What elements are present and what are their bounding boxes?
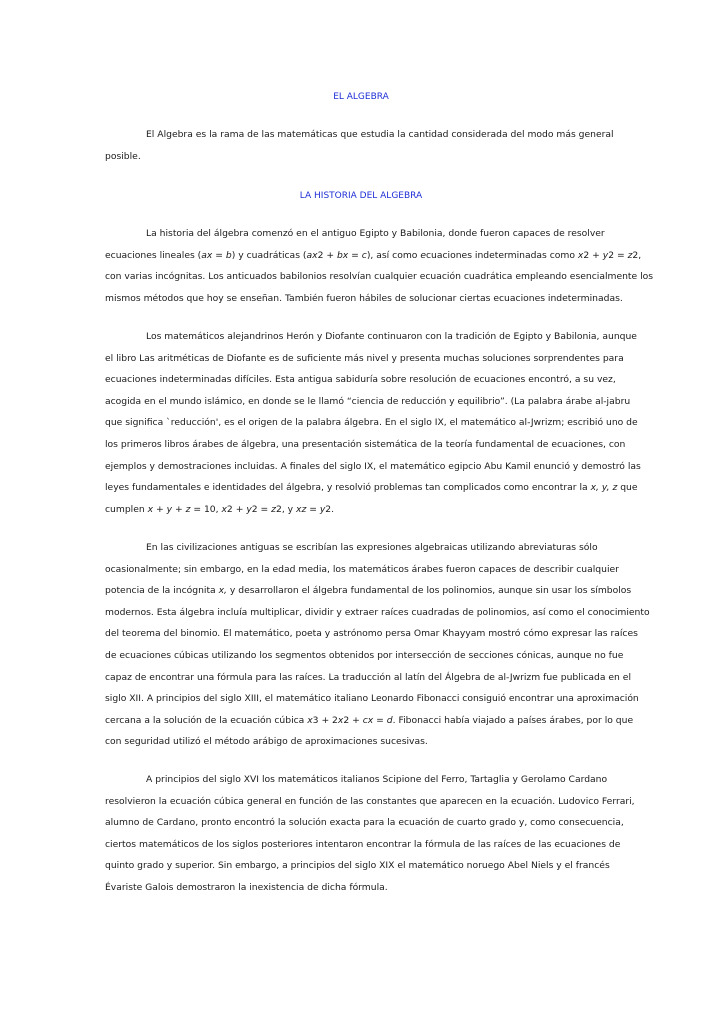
text-run: = xyxy=(348,249,362,261)
text-run: 2, xyxy=(632,249,642,261)
math-variable: x, xyxy=(218,585,227,597)
text-run: cumplen xyxy=(105,503,148,515)
text-line: mismos métodos que hoy se enseñan. También fueron hábiles de solucionar ciertas ecuaciones indeterminadas. xyxy=(105,292,623,304)
text-run: 2 = xyxy=(251,503,272,515)
history-paragraph-1 xyxy=(105,223,654,309)
math-variable: xz xyxy=(296,503,307,515)
text-run: leyes fundamentales e identidades del álgebra, y resolvió problemas tan complicados como encontrar la xyxy=(105,482,591,494)
math-variable: x xyxy=(337,714,344,726)
text-line xyxy=(105,477,638,499)
math-variable: z xyxy=(185,503,191,515)
text-line: Los matemáticos alejandrinos Herón y Diofante continuaron con la tradición de Egipto y Babilonia, aunque xyxy=(146,331,637,342)
history-paragraph-2 xyxy=(105,326,641,520)
math-variable: x, y, z xyxy=(590,482,618,494)
math-variable: x xyxy=(307,714,313,726)
math-variable: e xyxy=(420,249,426,261)
math-variable: x xyxy=(221,503,227,515)
math-variable: x xyxy=(147,503,154,515)
text-run: 2 + xyxy=(343,714,363,726)
math-variable: ax xyxy=(201,249,213,261)
text-line: con seguridad utilizó el método arábigo de aproximaciones sucesivas. xyxy=(105,736,428,748)
math-variable: cx xyxy=(362,714,374,726)
text-line: el libro Las aritméticas de Diofante es de suficiente más nivel y presenta muchas soluciones sorprendentes para xyxy=(105,352,624,364)
text-run: 2 + xyxy=(583,249,603,261)
math-variable: y xyxy=(602,249,609,261)
math-variable: bx xyxy=(336,249,349,261)
text-line: los primeros libros árabes de álgebra, una presentación sistemática de la teoría fundamental de ecuaciones, con xyxy=(105,438,626,450)
math-variable: y xyxy=(319,503,326,515)
text-run: que xyxy=(617,482,638,494)
text-line: del teorema del binomio. El matemático, poeta y astrónomo persa Omar Khayyam mostró cómo expresar las raíces xyxy=(105,628,638,640)
text-line: El Algebra es la rama de las matemáticas que estudia la cantidad considerada del modo más general xyxy=(146,129,614,140)
text-line: con varias incógnitas. Los anticuados babilonios resolvían cualquier ecuación cuadrática empleando esencialmente los xyxy=(105,271,654,283)
text-run: 3 + 2 xyxy=(312,714,338,726)
text-line: Évariste Galois demostraron la inexistencia de dicha fórmula. xyxy=(105,881,388,893)
math-variable: z xyxy=(627,249,633,261)
math-variable: y xyxy=(246,503,252,515)
math-variable: ax xyxy=(306,249,318,261)
section-heading: LA HISTORIA DEL ALGEBRA xyxy=(299,191,423,201)
text-run: potencia de la incógnita xyxy=(105,585,219,597)
text-line xyxy=(105,710,634,732)
text-run: 2. xyxy=(325,503,335,515)
text-run: ) y cuadráticas ( xyxy=(231,249,307,261)
text-run: = xyxy=(373,714,387,726)
text-run: + xyxy=(153,503,167,515)
text-run: cuaciones indeterminadas como xyxy=(425,249,578,261)
math-variable: d xyxy=(386,714,393,726)
text-run: 2, y xyxy=(275,503,297,515)
text-line: modernos. Esta álgebra incluía multiplicar, dividir y extraer raíces cuadradas de polinomios, así como el conocimiento xyxy=(105,606,650,618)
text-line: La historia del álgebra comenzó en el antiguo Egipto y Babilonia, donde fueron capaces de resolver xyxy=(146,228,605,239)
math-variable: b xyxy=(225,249,232,261)
text-line: siglo XII. A principios del siglo XIII, el matemático italiano Leonardo Fibonacci consiguió encontrar una aproximación xyxy=(105,693,639,705)
text-line: alumno de Cardano, pronto encontró la solución exacta para la ecuación de cuarto grado y, como consecuencia, xyxy=(105,817,624,829)
text-run: 2 = xyxy=(608,249,628,261)
math-variable: x xyxy=(577,249,584,261)
text-line: ejemplos y demostraciones incluidas. A finales del siglo IX, el matemático egipcio Abu Kamil enunció y demostró las xyxy=(105,460,641,472)
text-line: que significa `reducción', es el origen de la palabra álgebra. En el siglo IX, el matemático al-Jwrizm; escribió uno de xyxy=(105,417,638,429)
text-run: + xyxy=(172,503,186,515)
text-line xyxy=(105,245,642,267)
text-line: de ecuaciones cúbicas utilizando los segmentos obtenidos por intersección de secciones cónicas, aunque no fue xyxy=(105,649,624,661)
history-paragraph-4 xyxy=(105,769,635,899)
text-run: = xyxy=(306,503,320,515)
text-line: posible. xyxy=(105,150,141,162)
text-line xyxy=(105,499,617,521)
text-line: capaz de encontrar una fórmula para las raíces. La traducción al latín del Álgebra de al-Jwrizm fue publicada en el xyxy=(105,671,632,683)
math-variable: y xyxy=(166,503,173,515)
text-line: En las civilizaciones antiguas se escribían las expresiones algebraicas utilizando abreviaturas sólo xyxy=(146,542,598,553)
text-run: ), así como xyxy=(366,249,421,261)
math-variable: c xyxy=(361,249,367,261)
text-line xyxy=(105,580,632,602)
text-run: = 10, xyxy=(190,503,222,515)
text-line: quinto grado y superior. Sin embargo, a principios del siglo XIX el matemático noruego Abel Niels y el francés xyxy=(105,860,610,872)
intro-paragraph xyxy=(105,124,617,167)
text-run: y desarrollaron el álgebra fundamental de los polinomios, aunque sin usar los símbolos xyxy=(226,585,632,597)
text-run: ecuaciones lineales ( xyxy=(105,249,202,261)
text-line: A principios del siglo XVI los matemáticos italianos Scipione del Ferro, Tartaglia y Gerolamo Cardano xyxy=(146,774,608,785)
history-paragraph-3 xyxy=(105,537,650,753)
text-run: 2 + xyxy=(317,249,337,261)
text-run: cercana a la solución de la ecuación cúbica xyxy=(105,714,308,726)
text-line: acogida en el mundo islámico, en donde se le llamó “ciencia de reducción y equilibrio”. (La palabra árabe al-jabru xyxy=(105,395,631,407)
document-title: EL ALGEBRA xyxy=(333,92,389,102)
text-run: 2 + xyxy=(226,503,247,515)
text-run: = xyxy=(212,249,226,261)
text-line: ecuaciones indeterminadas difíciles. Esta antigua sabiduría sobre resolución de ecuaciones encontró, a su vez, xyxy=(105,374,616,386)
text-run: . Fibonacci había viajado a países árabes, por lo que xyxy=(392,714,634,726)
text-line: resolvieron la ecuación cúbica general en función de las constantes que aparecen en la ecuación. Ludovico Ferrari, xyxy=(105,795,635,807)
math-variable: z xyxy=(271,503,276,515)
text-line: ocasionalmente; sin embargo, en la edad media, los matemáticos árabes fueron capaces de describir cualquier xyxy=(105,563,619,575)
text-line: ciertos matemáticos de los siglos posteriores intentaron encontrar la fórmula de las raíces de las ecuaciones de xyxy=(105,838,621,850)
